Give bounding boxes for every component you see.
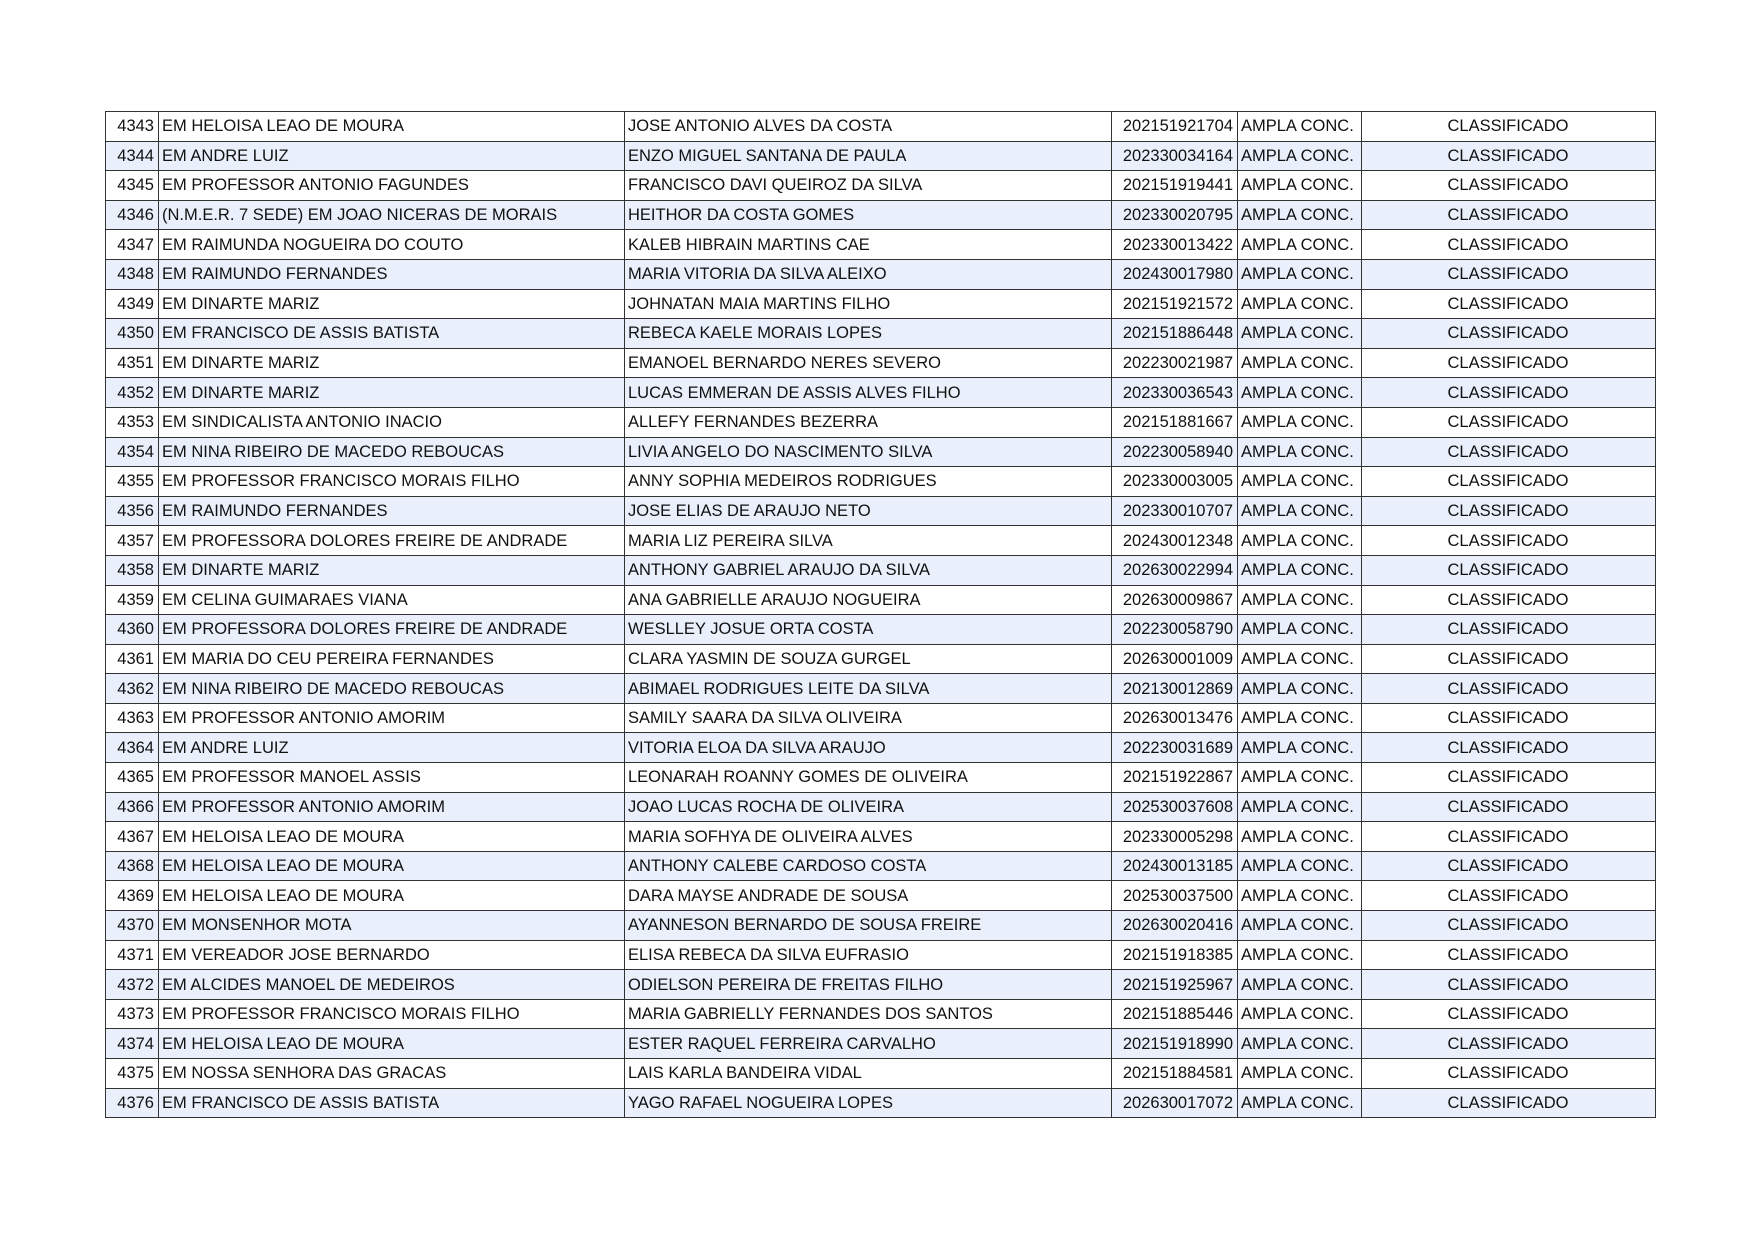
registration-number-cell: 202151885446 (1112, 999, 1238, 1029)
row-number-cell: 4355 (106, 467, 159, 497)
school-name-cell: EM PROFESSORA DOLORES FREIRE DE ANDRADE (159, 526, 625, 556)
registration-number-cell: 202330013422 (1112, 230, 1238, 260)
status-cell: CLASSIFICADO (1362, 171, 1656, 201)
status-cell: CLASSIFICADO (1362, 555, 1656, 585)
row-number-cell: 4354 (106, 437, 159, 467)
school-name-cell: EM ANDRE LUIZ (159, 733, 625, 763)
table-row (106, 763, 1656, 793)
school-name-cell: EM PROFESSOR ANTONIO AMORIM (159, 703, 625, 733)
status-cell: CLASSIFICADO (1362, 644, 1656, 674)
table-row (106, 703, 1656, 733)
school-name-cell: EM FRANCISCO DE ASSIS BATISTA (159, 319, 625, 349)
registration-number-cell: 202630017072 (1112, 1088, 1238, 1118)
row-number-cell: 4375 (106, 1059, 159, 1089)
quota-type-cell: AMPLA CONC. (1238, 1059, 1362, 1089)
school-name-cell: EM DINARTE MARIZ (159, 348, 625, 378)
quota-type-cell: AMPLA CONC. (1238, 703, 1362, 733)
row-number-cell: 4353 (106, 407, 159, 437)
school-name-cell: EM PROFESSOR ANTONIO FAGUNDES (159, 171, 625, 201)
status-cell: CLASSIFICADO (1362, 1059, 1656, 1089)
quota-type-cell: AMPLA CONC. (1238, 289, 1362, 319)
row-number-cell: 4368 (106, 851, 159, 881)
registration-number-cell: 202330005298 (1112, 822, 1238, 852)
status-cell: CLASSIFICADO (1362, 851, 1656, 881)
student-name-cell: ANNY SOPHIA MEDEIROS RODRIGUES (625, 467, 1112, 497)
row-number-cell: 4357 (106, 526, 159, 556)
table-row (106, 496, 1656, 526)
row-number-cell: 4352 (106, 378, 159, 408)
registration-number-cell: 202151881667 (1112, 407, 1238, 437)
registration-number-cell: 202630001009 (1112, 644, 1238, 674)
school-name-cell: EM VEREADOR JOSE BERNARDO (159, 940, 625, 970)
registration-number-cell: 202330003005 (1112, 467, 1238, 497)
quota-type-cell: AMPLA CONC. (1238, 1029, 1362, 1059)
student-name-cell: LUCAS EMMERAN DE ASSIS ALVES FILHO (625, 378, 1112, 408)
row-number-cell: 4361 (106, 644, 159, 674)
quota-type-cell: AMPLA CONC. (1238, 822, 1362, 852)
quota-type-cell: AMPLA CONC. (1238, 378, 1362, 408)
registration-number-cell: 202230031689 (1112, 733, 1238, 763)
status-cell: CLASSIFICADO (1362, 407, 1656, 437)
table-row (106, 200, 1656, 230)
quota-type-cell: AMPLA CONC. (1238, 940, 1362, 970)
table-row (106, 467, 1656, 497)
student-name-cell: ALLEFY FERNANDES BEZERRA (625, 407, 1112, 437)
quota-type-cell: AMPLA CONC. (1238, 585, 1362, 615)
status-cell: CLASSIFICADO (1362, 112, 1656, 142)
quota-type-cell: AMPLA CONC. (1238, 496, 1362, 526)
quota-type-cell: AMPLA CONC. (1238, 526, 1362, 556)
table-row (106, 733, 1656, 763)
status-cell: CLASSIFICADO (1362, 970, 1656, 1000)
quota-type-cell: AMPLA CONC. (1238, 319, 1362, 349)
quota-type-cell: AMPLA CONC. (1238, 467, 1362, 497)
quota-type-cell: AMPLA CONC. (1238, 1088, 1362, 1118)
school-name-cell: EM CELINA GUIMARAES VIANA (159, 585, 625, 615)
row-number-cell: 4349 (106, 289, 159, 319)
school-name-cell: EM PROFESSORA DOLORES FREIRE DE ANDRADE (159, 615, 625, 645)
quota-type-cell: AMPLA CONC. (1238, 911, 1362, 941)
quota-type-cell: AMPLA CONC. (1238, 733, 1362, 763)
student-name-cell: MARIA GABRIELLY FERNANDES DOS SANTOS (625, 999, 1112, 1029)
table-row (106, 112, 1656, 142)
row-number-cell: 4346 (106, 200, 159, 230)
school-name-cell: EM RAIMUNDO FERNANDES (159, 496, 625, 526)
student-name-cell: ANTHONY GABRIEL ARAUJO DA SILVA (625, 555, 1112, 585)
status-cell: CLASSIFICADO (1362, 733, 1656, 763)
status-cell: CLASSIFICADO (1362, 230, 1656, 260)
table-row (106, 555, 1656, 585)
quota-type-cell: AMPLA CONC. (1238, 230, 1362, 260)
school-name-cell: EM RAIMUNDA NOGUEIRA DO COUTO (159, 230, 625, 260)
student-name-cell: FRANCISCO DAVI QUEIROZ DA SILVA (625, 171, 1112, 201)
student-name-cell: KALEB HIBRAIN MARTINS CAE (625, 230, 1112, 260)
row-number-cell: 4373 (106, 999, 159, 1029)
student-name-cell: WESLLEY JOSUE ORTA COSTA (625, 615, 1112, 645)
school-name-cell: EM ANDRE LUIZ (159, 141, 625, 171)
student-name-cell: JOHNATAN MAIA MARTINS FILHO (625, 289, 1112, 319)
table-row (106, 348, 1656, 378)
registration-number-cell: 202530037500 (1112, 881, 1238, 911)
student-name-cell: ESTER RAQUEL FERREIRA CARVALHO (625, 1029, 1112, 1059)
status-cell: CLASSIFICADO (1362, 1088, 1656, 1118)
student-name-cell: REBECA KAELE MORAIS LOPES (625, 319, 1112, 349)
student-name-cell: MARIA SOFHYA DE OLIVEIRA ALVES (625, 822, 1112, 852)
student-name-cell: AYANNESON BERNARDO DE SOUSA FREIRE (625, 911, 1112, 941)
registration-number-cell: 202330010707 (1112, 496, 1238, 526)
table-row (106, 230, 1656, 260)
quota-type-cell: AMPLA CONC. (1238, 112, 1362, 142)
registration-number-cell: 202630013476 (1112, 703, 1238, 733)
registration-number-cell: 202430013185 (1112, 851, 1238, 881)
student-name-cell: DARA MAYSE ANDRADE DE SOUSA (625, 881, 1112, 911)
student-name-cell: ANA GABRIELLE ARAUJO NOGUEIRA (625, 585, 1112, 615)
status-cell: CLASSIFICADO (1362, 822, 1656, 852)
student-name-cell: ELISA REBECA DA SILVA EUFRASIO (625, 940, 1112, 970)
status-cell: CLASSIFICADO (1362, 585, 1656, 615)
school-name-cell: EM HELOISA LEAO DE MOURA (159, 112, 625, 142)
registration-number-cell: 202230058940 (1112, 437, 1238, 467)
student-name-cell: MARIA VITORIA DA SILVA ALEIXO (625, 259, 1112, 289)
status-cell: CLASSIFICADO (1362, 467, 1656, 497)
table-row (106, 437, 1656, 467)
quota-type-cell: AMPLA CONC. (1238, 644, 1362, 674)
school-name-cell: EM DINARTE MARIZ (159, 378, 625, 408)
table-row (106, 1059, 1656, 1089)
student-name-cell: ODIELSON PEREIRA DE FREITAS FILHO (625, 970, 1112, 1000)
row-number-cell: 4358 (106, 555, 159, 585)
results-table-body (106, 112, 1656, 1118)
row-number-cell: 4365 (106, 763, 159, 793)
school-name-cell: EM RAIMUNDO FERNANDES (159, 259, 625, 289)
results-table (105, 111, 1656, 1118)
student-name-cell: YAGO RAFAEL NOGUEIRA LOPES (625, 1088, 1112, 1118)
school-name-cell: EM PROFESSOR ANTONIO AMORIM (159, 792, 625, 822)
quota-type-cell: AMPLA CONC. (1238, 171, 1362, 201)
student-name-cell: SAMILY SAARA DA SILVA OLIVEIRA (625, 703, 1112, 733)
table-row (106, 881, 1656, 911)
quota-type-cell: AMPLA CONC. (1238, 763, 1362, 793)
row-number-cell: 4362 (106, 674, 159, 704)
quota-type-cell: AMPLA CONC. (1238, 674, 1362, 704)
row-number-cell: 4372 (106, 970, 159, 1000)
status-cell: CLASSIFICADO (1362, 496, 1656, 526)
school-name-cell: EM NINA RIBEIRO DE MACEDO REBOUCAS (159, 437, 625, 467)
table-row (106, 259, 1656, 289)
quota-type-cell: AMPLA CONC. (1238, 615, 1362, 645)
student-name-cell: ANTHONY CALEBE CARDOSO COSTA (625, 851, 1112, 881)
row-number-cell: 4344 (106, 141, 159, 171)
row-number-cell: 4371 (106, 940, 159, 970)
status-cell: CLASSIFICADO (1362, 763, 1656, 793)
row-number-cell: 4369 (106, 881, 159, 911)
registration-number-cell: 202151918385 (1112, 940, 1238, 970)
row-number-cell: 4360 (106, 615, 159, 645)
status-cell: CLASSIFICADO (1362, 999, 1656, 1029)
row-number-cell: 4351 (106, 348, 159, 378)
quota-type-cell: AMPLA CONC. (1238, 881, 1362, 911)
school-name-cell: EM FRANCISCO DE ASSIS BATISTA (159, 1088, 625, 1118)
registration-number-cell: 202630022994 (1112, 555, 1238, 585)
quota-type-cell: AMPLA CONC. (1238, 407, 1362, 437)
registration-number-cell: 202151884581 (1112, 1059, 1238, 1089)
status-cell: CLASSIFICADO (1362, 378, 1656, 408)
table-row (106, 615, 1656, 645)
registration-number-cell: 202230021987 (1112, 348, 1238, 378)
row-number-cell: 4343 (106, 112, 159, 142)
registration-number-cell: 202330034164 (1112, 141, 1238, 171)
registration-number-cell: 202430012348 (1112, 526, 1238, 556)
table-row (106, 585, 1656, 615)
status-cell: CLASSIFICADO (1362, 348, 1656, 378)
status-cell: CLASSIFICADO (1362, 141, 1656, 171)
registration-number-cell: 202630009867 (1112, 585, 1238, 615)
school-name-cell: (N.M.E.R. 7 SEDE) EM JOAO NICERAS DE MORAIS (159, 200, 625, 230)
quota-type-cell: AMPLA CONC. (1238, 851, 1362, 881)
student-name-cell: HEITHOR DA COSTA GOMES (625, 200, 1112, 230)
row-number-cell: 4348 (106, 259, 159, 289)
quota-type-cell: AMPLA CONC. (1238, 348, 1362, 378)
row-number-cell: 4350 (106, 319, 159, 349)
status-cell: CLASSIFICADO (1362, 200, 1656, 230)
status-cell: CLASSIFICADO (1362, 940, 1656, 970)
table-row (106, 319, 1656, 349)
student-name-cell: VITORIA ELOA DA SILVA ARAUJO (625, 733, 1112, 763)
school-name-cell: EM HELOISA LEAO DE MOURA (159, 881, 625, 911)
school-name-cell: EM PROFESSOR FRANCISCO MORAIS FILHO (159, 999, 625, 1029)
row-number-cell: 4345 (106, 171, 159, 201)
quota-type-cell: AMPLA CONC. (1238, 970, 1362, 1000)
status-cell: CLASSIFICADO (1362, 526, 1656, 556)
registration-number-cell: 202151921572 (1112, 289, 1238, 319)
school-name-cell: EM MARIA DO CEU PEREIRA FERNANDES (159, 644, 625, 674)
quota-type-cell: AMPLA CONC. (1238, 999, 1362, 1029)
student-name-cell: CLARA YASMIN DE SOUZA GURGEL (625, 644, 1112, 674)
table-row (106, 1029, 1656, 1059)
registration-number-cell: 202130012869 (1112, 674, 1238, 704)
row-number-cell: 4356 (106, 496, 159, 526)
row-number-cell: 4359 (106, 585, 159, 615)
row-number-cell: 4363 (106, 703, 159, 733)
school-name-cell: EM NOSSA SENHORA DAS GRACAS (159, 1059, 625, 1089)
table-row (106, 999, 1656, 1029)
registration-number-cell: 202330036543 (1112, 378, 1238, 408)
registration-number-cell: 202330020795 (1112, 200, 1238, 230)
status-cell: CLASSIFICADO (1362, 881, 1656, 911)
row-number-cell: 4376 (106, 1088, 159, 1118)
school-name-cell: EM MONSENHOR MOTA (159, 911, 625, 941)
registration-number-cell: 202151919441 (1112, 171, 1238, 201)
quota-type-cell: AMPLA CONC. (1238, 437, 1362, 467)
school-name-cell: EM HELOISA LEAO DE MOURA (159, 851, 625, 881)
student-name-cell: ABIMAEL RODRIGUES LEITE DA SILVA (625, 674, 1112, 704)
table-row (106, 940, 1656, 970)
registration-number-cell: 202230058790 (1112, 615, 1238, 645)
table-row (106, 970, 1656, 1000)
quota-type-cell: AMPLA CONC. (1238, 200, 1362, 230)
school-name-cell: EM ALCIDES MANOEL DE MEDEIROS (159, 970, 625, 1000)
registration-number-cell: 202630020416 (1112, 911, 1238, 941)
registration-number-cell: 202151886448 (1112, 319, 1238, 349)
registration-number-cell: 202430017980 (1112, 259, 1238, 289)
school-name-cell: EM DINARTE MARIZ (159, 289, 625, 319)
table-row (106, 407, 1656, 437)
row-number-cell: 4347 (106, 230, 159, 260)
school-name-cell: EM NINA RIBEIRO DE MACEDO REBOUCAS (159, 674, 625, 704)
student-name-cell: JOSE ELIAS DE ARAUJO NETO (625, 496, 1112, 526)
student-name-cell: LIVIA ANGELO DO NASCIMENTO SILVA (625, 437, 1112, 467)
status-cell: CLASSIFICADO (1362, 674, 1656, 704)
student-name-cell: MARIA LIZ PEREIRA SILVA (625, 526, 1112, 556)
quota-type-cell: AMPLA CONC. (1238, 555, 1362, 585)
student-name-cell: LEONARAH ROANNY GOMES DE OLIVEIRA (625, 763, 1112, 793)
table-row (106, 911, 1656, 941)
school-name-cell: EM HELOISA LEAO DE MOURA (159, 1029, 625, 1059)
table-row (106, 1088, 1656, 1118)
registration-number-cell: 202530037608 (1112, 792, 1238, 822)
registration-number-cell: 202151918990 (1112, 1029, 1238, 1059)
school-name-cell: EM HELOISA LEAO DE MOURA (159, 822, 625, 852)
quota-type-cell: AMPLA CONC. (1238, 141, 1362, 171)
registration-number-cell: 202151925967 (1112, 970, 1238, 1000)
status-cell: CLASSIFICADO (1362, 437, 1656, 467)
quota-type-cell: AMPLA CONC. (1238, 792, 1362, 822)
table-row (106, 792, 1656, 822)
status-cell: CLASSIFICADO (1362, 1029, 1656, 1059)
student-name-cell: ENZO MIGUEL SANTANA DE PAULA (625, 141, 1112, 171)
row-number-cell: 4370 (106, 911, 159, 941)
row-number-cell: 4364 (106, 733, 159, 763)
school-name-cell: EM SINDICALISTA ANTONIO INACIO (159, 407, 625, 437)
status-cell: CLASSIFICADO (1362, 259, 1656, 289)
table-row (106, 822, 1656, 852)
table-row (106, 674, 1656, 704)
student-name-cell: EMANOEL BERNARDO NERES SEVERO (625, 348, 1112, 378)
table-row (106, 141, 1656, 171)
school-name-cell: EM DINARTE MARIZ (159, 555, 625, 585)
table-row (106, 851, 1656, 881)
registration-number-cell: 202151922867 (1112, 763, 1238, 793)
row-number-cell: 4374 (106, 1029, 159, 1059)
table-row (106, 378, 1656, 408)
table-row (106, 289, 1656, 319)
student-name-cell: JOAO LUCAS ROCHA DE OLIVEIRA (625, 792, 1112, 822)
student-name-cell: JOSE ANTONIO ALVES DA COSTA (625, 112, 1112, 142)
registration-number-cell: 202151921704 (1112, 112, 1238, 142)
status-cell: CLASSIFICADO (1362, 289, 1656, 319)
table-row (106, 644, 1656, 674)
school-name-cell: EM PROFESSOR FRANCISCO MORAIS FILHO (159, 467, 625, 497)
status-cell: CLASSIFICADO (1362, 792, 1656, 822)
table-row (106, 171, 1656, 201)
status-cell: CLASSIFICADO (1362, 703, 1656, 733)
school-name-cell: EM PROFESSOR MANOEL ASSIS (159, 763, 625, 793)
row-number-cell: 4367 (106, 822, 159, 852)
table-row (106, 526, 1656, 556)
row-number-cell: 4366 (106, 792, 159, 822)
student-name-cell: LAIS KARLA BANDEIRA VIDAL (625, 1059, 1112, 1089)
quota-type-cell: AMPLA CONC. (1238, 259, 1362, 289)
status-cell: CLASSIFICADO (1362, 615, 1656, 645)
status-cell: CLASSIFICADO (1362, 911, 1656, 941)
status-cell: CLASSIFICADO (1362, 319, 1656, 349)
